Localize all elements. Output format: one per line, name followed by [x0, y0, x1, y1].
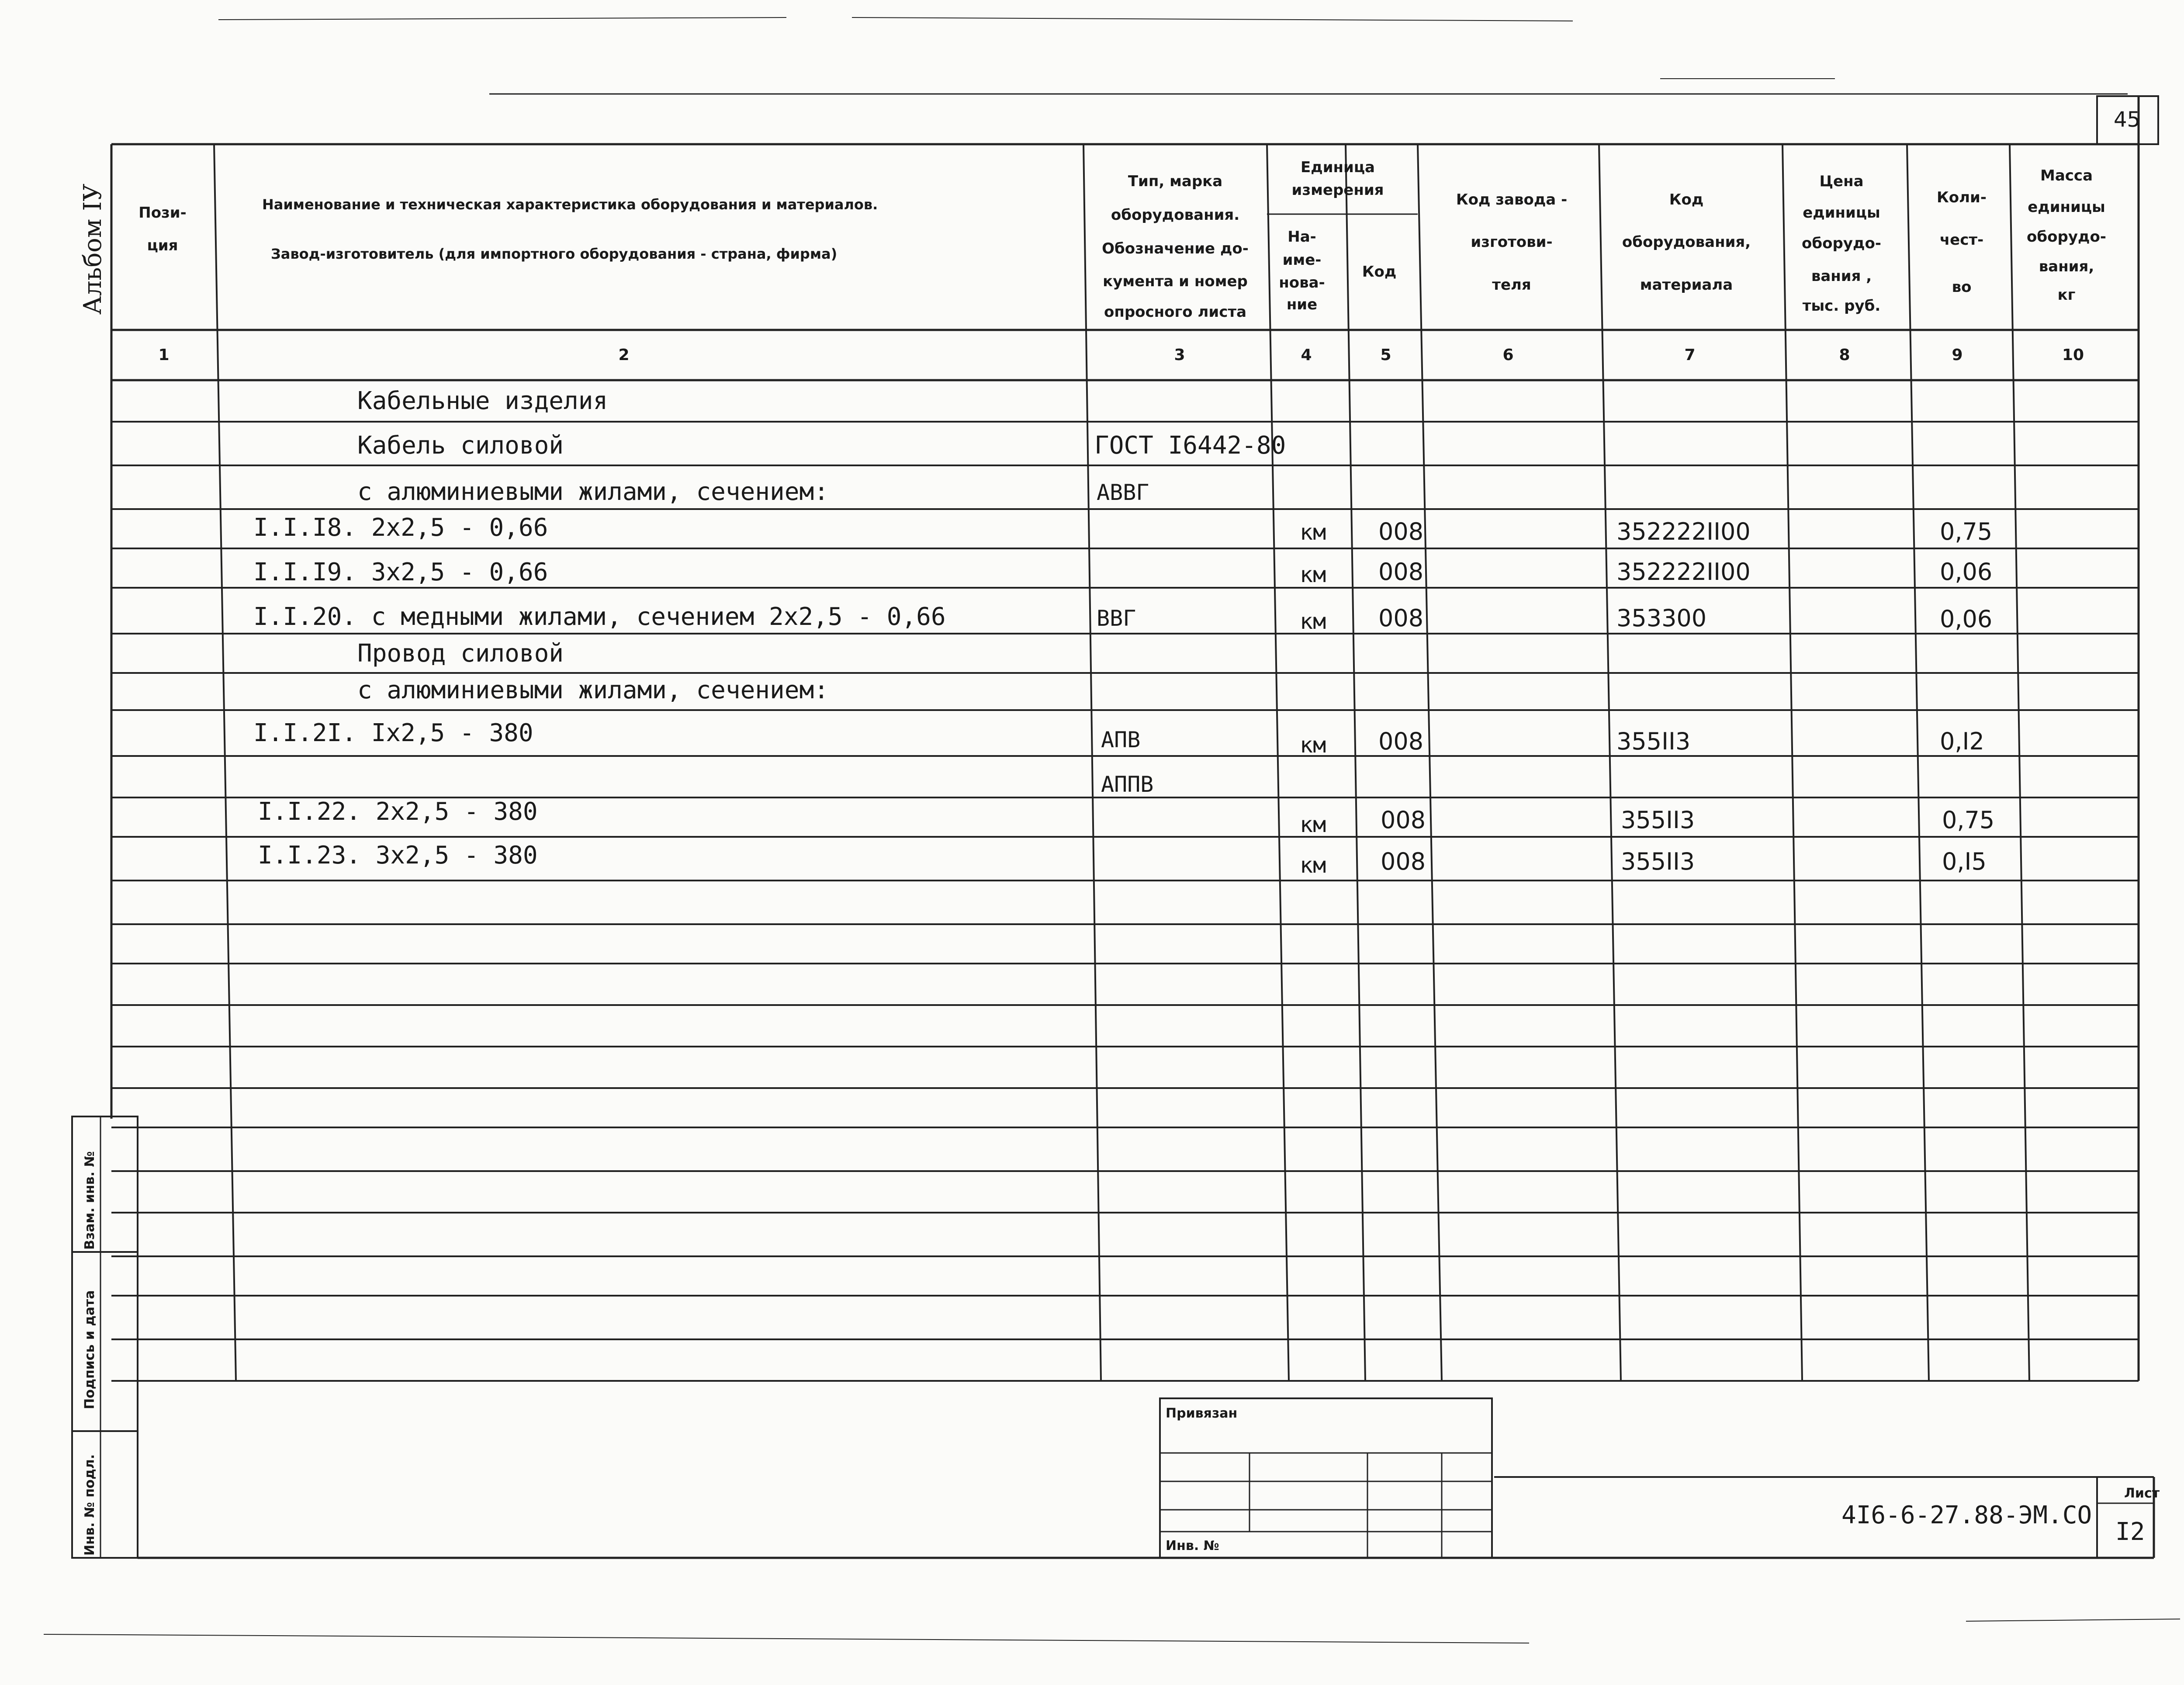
row-4-quantity: 0,75 — [1940, 518, 1993, 545]
row-3-type: АВВГ — [1097, 480, 1149, 505]
header-quantity-line1: Коли- — [1937, 189, 1987, 206]
column-number-4: 4 — [1301, 346, 1312, 364]
row-6-quantity: 0,06 — [1940, 605, 1993, 633]
stamp-original-inv: Инв. № подл. — [82, 1454, 97, 1556]
row-2-name: Кабель силовой — [357, 431, 564, 460]
row-9-quantity: 0,I2 — [1940, 728, 1984, 755]
header-material-code-line3: материала — [1640, 276, 1733, 294]
row-6-name: I.I.20. с медными жилами, сечением 2x2,5 - 0,66 — [253, 603, 946, 631]
header-unit-code: Код — [1362, 263, 1397, 281]
row-9-name: I.I.2I. Ix2,5 - 380 — [253, 719, 533, 747]
scan-line — [218, 17, 786, 20]
column-number-1: 1 — [158, 346, 170, 364]
row-11-material-code: 355II3 — [1621, 806, 1695, 834]
scan-line — [852, 17, 1573, 21]
header-price-line2: единицы — [1803, 204, 1880, 222]
header-position-line1: Пози- — [138, 204, 187, 222]
row-9-type: АПВ — [1101, 727, 1141, 752]
header-quantity-line3: во — [1952, 278, 1972, 296]
header-unit-group-line2: измерения — [1291, 181, 1384, 199]
header-factory-code-line1: Код завода - — [1456, 191, 1568, 208]
album-label: Альбом IУ — [79, 184, 107, 315]
row-4-material-code: 352222II00 — [1616, 518, 1751, 545]
row-6-material-code: 353300 — [1616, 604, 1707, 632]
scan-line — [1966, 1619, 2180, 1621]
row-5-unit: км — [1300, 562, 1326, 587]
row-7-name: Провод силовой — [357, 639, 564, 668]
header-unit-group-line1: Единица — [1301, 159, 1375, 176]
row-12-code: 008 — [1381, 848, 1426, 875]
column-number-5: 5 — [1380, 346, 1391, 364]
row-4-unit: км — [1300, 520, 1326, 545]
row-6-code: 008 — [1378, 604, 1424, 632]
row-12-material-code: 355II3 — [1621, 848, 1695, 875]
column-number-9: 9 — [1952, 346, 1963, 364]
header-mass-line2: единицы — [2028, 198, 2105, 216]
header-unit-name-line3: нова- — [1279, 274, 1325, 291]
scan-line — [44, 1634, 1529, 1643]
document-designation: 4I6-6-27.88-ЭМ.СО — [1841, 1501, 2092, 1529]
header-type-line3: Обозначение до- — [1102, 240, 1249, 257]
header-unit-name-line4: ние — [1286, 296, 1318, 313]
column-number-2: 2 — [618, 346, 630, 364]
header-type-line2: оборудования. — [1111, 206, 1240, 224]
row-2-type: ГОСТ I6442-80 — [1094, 431, 1286, 460]
column-number-6: 6 — [1502, 346, 1514, 364]
header-position-line2: ция — [147, 237, 178, 254]
row-3-name: с алюминиевыми жилами, сечением: — [357, 478, 829, 506]
row-9-material-code: 355II3 — [1616, 728, 1691, 755]
stamp-signature-date: Подпись и дата — [82, 1290, 97, 1409]
header-type-line5: опросного листа — [1104, 303, 1247, 321]
row-4-name: I.I.I8. 2x2,5 - 0,66 — [253, 513, 548, 542]
row-6-type: ВВГ — [1097, 606, 1136, 631]
column-number-8: 8 — [1839, 346, 1850, 364]
row-5-material-code: 352222II00 — [1616, 558, 1751, 586]
row-12-quantity: 0,I5 — [1942, 848, 1987, 875]
header-price-line5: тыс. руб. — [1802, 297, 1881, 315]
header-price-line3: оборудо- — [1802, 235, 1881, 252]
header-mass-line4: вания, — [2039, 258, 2094, 275]
row-9-code: 008 — [1378, 728, 1424, 755]
row-11-code: 008 — [1381, 806, 1426, 834]
privyazan-label: Привязан — [1166, 1406, 1238, 1421]
column-number-10: 10 — [2062, 346, 2084, 364]
header-mass-line3: оборудо- — [2027, 228, 2106, 246]
row-9-unit: км — [1300, 732, 1326, 758]
row-5-quantity: 0,06 — [1940, 558, 1993, 586]
header-factory-code-line3: теля — [1492, 276, 1531, 294]
header-price-line4: вания , — [1811, 267, 1872, 285]
row-12-unit: км — [1300, 853, 1326, 878]
header-name-line2: Завод-изготовитель (для импортного оборудования - страна, фирма) — [271, 246, 838, 262]
list-number: I2 — [2115, 1518, 2145, 1546]
sheet-number: 45 — [2114, 107, 2141, 132]
inv-no-label: Инв. № — [1166, 1538, 1219, 1553]
row-11-name: I.I.22. 2x2,5 - 380 — [258, 797, 538, 826]
header-factory-code-line2: изготови- — [1471, 233, 1553, 251]
header-unit-name-line2: име- — [1282, 251, 1322, 269]
row-10-type: АППВ — [1101, 772, 1154, 797]
row-11-quantity: 0,75 — [1942, 806, 1995, 834]
row-11-unit: км — [1300, 812, 1326, 837]
header-unit-name-line1: На- — [1288, 228, 1316, 246]
row-5-code: 008 — [1378, 558, 1424, 586]
row-12-name: I.I.23. 3x2,5 - 380 — [258, 841, 538, 870]
row-8-name: с алюминиевыми жилами, сечением: — [357, 676, 829, 704]
header-price-line1: Цена — [1819, 173, 1864, 190]
row-6-unit: км — [1300, 609, 1326, 634]
row-4-code: 008 — [1378, 518, 1424, 545]
header-material-code-line1: Код — [1669, 191, 1704, 208]
header-mass-line5: кг — [2057, 286, 2076, 304]
header-quantity-line2: чест- — [1939, 231, 1984, 249]
header-type-line4: кумента и номер — [1103, 273, 1248, 290]
list-label: Лист — [2124, 1486, 2160, 1501]
header-mass-line1: Масса — [2040, 167, 2093, 184]
header-type-line1: Тип, марка — [1128, 173, 1223, 190]
stamp-replacement-inv: Взам. инв. № — [82, 1151, 97, 1250]
row-5-name: I.I.I9. 3x2,5 - 0,66 — [253, 558, 548, 586]
header-material-code-line2: оборудования, — [1622, 233, 1751, 251]
row-1-name: Кабельные изделия — [357, 387, 608, 415]
column-number-7: 7 — [1684, 346, 1696, 364]
column-number-3: 3 — [1174, 346, 1185, 364]
header-name-line1: Наименование и техническая характеристика оборудования и материалов. — [262, 196, 878, 213]
